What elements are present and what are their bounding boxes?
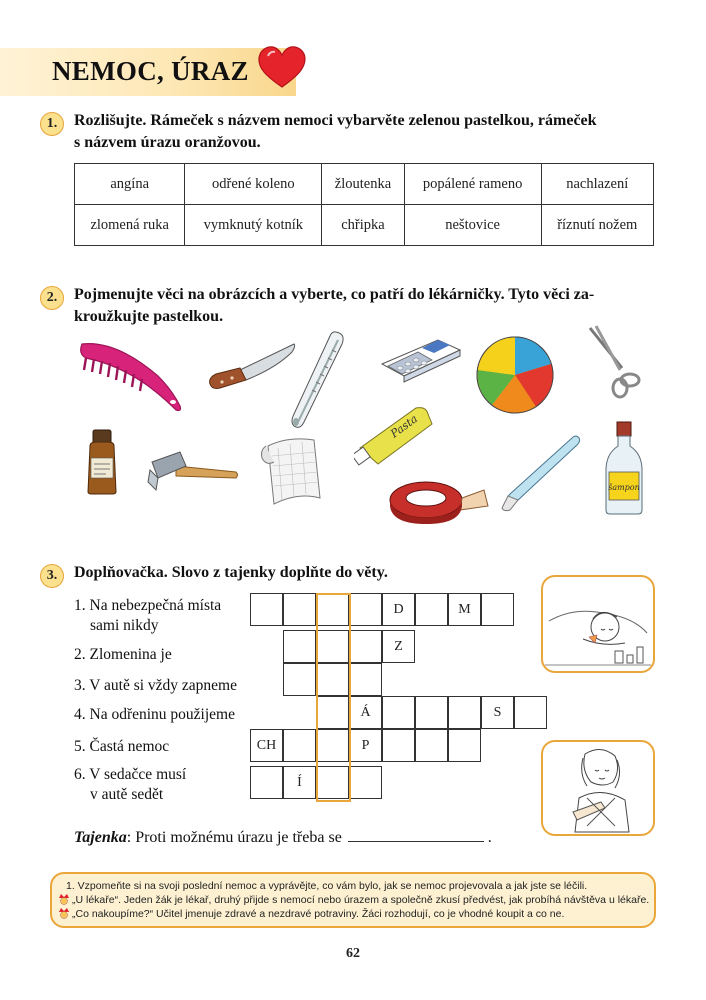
word-cell[interactable]: vymknutý kotník [185,205,322,246]
word-cell[interactable]: chřipka [322,205,404,246]
scissors-icon[interactable] [584,324,648,400]
page-number: 62 [346,946,360,961]
note-line-2: „U lékaře“. Jeden žák je lékař, druhý přijde s nemocí nebo úrazem a společně zkusí předvést, jak probíhá návštěva u lékaře. [72,894,650,906]
injured-child-illustration [543,742,653,834]
crossword-cell[interactable]: S [481,696,514,729]
crossword-cell[interactable] [283,663,316,696]
crossword-cell[interactable] [316,766,349,799]
bandage-icon[interactable] [258,432,330,514]
sick-child-illustration [543,577,653,671]
word-cell[interactable]: odřené koleno [185,164,322,205]
word-cell[interactable]: popálené rameno [404,164,541,205]
comb-icon[interactable] [76,336,188,414]
crossword-cell[interactable] [316,630,349,663]
task3-instruction: Doplňovačka. Slovo z tajenky doplňte do věty. [74,564,388,581]
crossword-cell[interactable] [415,593,448,626]
crossword-cell[interactable] [349,593,382,626]
iodine-bottle-icon[interactable] [84,428,120,496]
crossword-cell[interactable] [316,593,349,626]
paste-label: Pasta [388,412,421,441]
crossword-cell[interactable] [448,696,481,729]
crossword-cell[interactable]: Z [382,630,415,663]
crossword-cell[interactable] [415,696,448,729]
crossword-cell[interactable] [250,766,283,799]
crossword-cell[interactable] [283,630,316,663]
crossword-cell[interactable] [250,593,283,626]
jester-icon [58,907,70,919]
tajenka-text: : Proti možnému úrazu je třeba se [126,829,342,846]
task-number-2: 2. [40,286,64,310]
shampoo-bottle-icon[interactable] [602,420,646,516]
heart-icon [256,44,308,90]
crossword-cell[interactable] [349,766,382,799]
crossword-cell[interactable] [382,729,415,762]
task1-instruction: Rozlišujte. Rámeček s názvem nemoci vybarvěte zelenou pastelkou, rámeček s názvem úrazu oranžovou. [74,112,597,151]
knife-icon[interactable] [206,340,300,390]
crossword-cell[interactable] [316,729,349,762]
table-row [75,164,654,205]
crossword-cell[interactable]: Í [283,766,316,799]
word-cell[interactable]: nachlazení [541,164,653,205]
word-cell[interactable]: angína [75,164,185,205]
crossword-cell[interactable] [349,663,382,696]
crossword-cell[interactable] [316,696,349,729]
items-picture-area [70,322,670,532]
task-number-1: 1. [40,112,64,136]
jester-icon [58,893,70,905]
word-cell[interactable]: říznutí nožem [541,205,653,246]
toothbrush-icon[interactable] [500,432,584,516]
paste-tube-icon[interactable] [354,404,438,468]
tajenka-label: Tajenka [74,829,127,846]
crossword-cell[interactable]: M [448,593,481,626]
crossword-cell[interactable]: P [349,729,382,762]
clue-2: 2. Zlomenina je [74,646,172,663]
crossword-cell[interactable] [382,696,415,729]
clue-1: 1. Na nebezpečná místa sami nikdy [74,597,222,634]
clue-3: 3. V autě si vždy zapneme [74,677,237,694]
tajenka-sentence [74,829,492,847]
note-line-1: 1. Vzpomeňte si na svoji poslední nemoc a vyprávějte, co vám bylo, jak se nemoc projevovala a jak jste se léčili. [66,880,588,892]
word-cell[interactable]: zlomená ruka [75,205,185,246]
tajenka-answer-blank[interactable] [348,841,484,842]
clue-5: 5. Častá nemoc [74,738,170,755]
tajenka-end: . [487,829,492,846]
crossword-cell[interactable] [514,696,547,729]
crossword-cell[interactable] [349,630,382,663]
word-table [74,163,654,246]
page-title: NEMOC, ÚRAZ [52,56,249,86]
crossword-cell[interactable] [415,729,448,762]
task2-instruction: Pojmenujte věci na obrázcích a vyberte, co patří do lékárničky. Tyto věci za- kroužkujte pastelkou. [74,286,595,325]
clue-6: 6. V sedačce musí v autě sedět [74,766,187,803]
thermometer-icon[interactable] [288,328,352,432]
task-number-3: 3. [40,564,64,588]
crossword-cell[interactable] [283,593,316,626]
crossword-cell[interactable] [283,729,316,762]
crossword-cell[interactable] [448,729,481,762]
word-cell[interactable]: žloutenka [322,164,404,205]
tape-roll-icon[interactable] [384,466,490,528]
sick-child-picture [541,575,655,673]
crossword-cell[interactable] [316,663,349,696]
injured-child-picture [541,740,655,836]
ball-icon[interactable] [474,334,556,416]
note-line-3: „Co nakoupíme?“ Učitel jmenuje zdravé a nezdravé potraviny. Žáci rozhodují, co je vhodné koupit a co ne. [72,908,565,920]
table-row [75,205,654,246]
crossword-cell[interactable]: CH [250,729,283,762]
hammer-icon[interactable] [146,444,240,494]
crossword-cell[interactable]: Á [349,696,382,729]
crossword-cell[interactable]: D [382,593,415,626]
word-cell[interactable]: neštovice [404,205,541,246]
pills-box-icon[interactable] [378,328,464,384]
crossword-cell[interactable] [481,593,514,626]
clue-4: 4. Na odřeninu použijeme [74,706,235,723]
shampoo-label: šampon [608,483,640,492]
